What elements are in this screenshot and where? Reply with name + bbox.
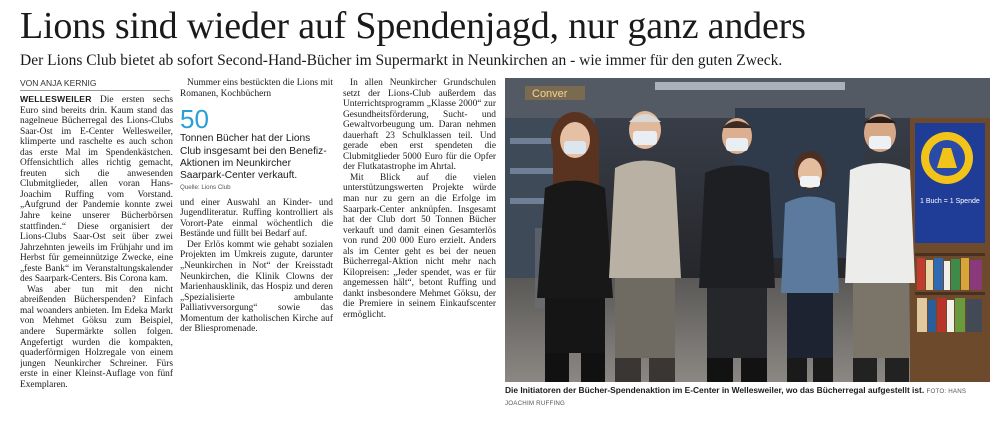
group-photo [505, 78, 990, 382]
paragraph-2: Was aber tun mit den nicht abreißenden Bücherspenden? Einfach mal woanders anbieten. Im Edeka Markt von Mehmet Göksu zum Beispiel, andere Supermärkte sollen folgen. Angefertigt wurden die kompakten, quaderförmigen Holzregale von einem jungen Neunkircher Schreiner. Fürs erste in einer Kleinst-Auflage von fünf Exemplaren. [20, 284, 173, 390]
shelf-sign-text: 1 Buch = 1 Spende [920, 198, 980, 205]
paragraph-7: Mit Blick auf die vielen unterstützungswerten Projekte würde man nur zu gern an die Erfolge im Saarpark-Center anknüpfen. Insgesamt hat der Club dort 50 Tonnen Bücher verkauft und damit einen Gesamterlös von rund 200 000 Euro erzielt. Anders als im Center geht es bei der neuen Bücherregal-Aktion nicht mehr nach Kilopreisen: „Jeder spendet, was er für angemessen hält“, betont Ruffing und dankt insbesondere Mehmet Göksu, der die Premiere in seinem Einkaufscenter ermöglicht. [343, 172, 496, 321]
photo-illustration [505, 78, 990, 382]
paragraph-3: Nummer eins bestückten die Lions mit Romanen, Kochbüchern [180, 78, 333, 99]
fact-source: Quelle: Lions Club [180, 183, 231, 191]
text-column-3 [343, 78, 496, 416]
byline: VON ANJA KERNIG [20, 78, 170, 91]
fact-text: Tonnen Bücher hat der Lions Club insgesamt bei den Benefiz-Aktionen im Neunkircher Saarpark-Center verkauft. [180, 133, 327, 182]
photo-credit: FOTO: HANS JOACHIM RUFFING [505, 388, 967, 407]
dateline: WELLESWEILER [20, 94, 92, 104]
caption-text: Die Initiatoren der Bücher-Spendenaktion im E-Center in Wellesweiler, wo das Bücherregal aufgestellt ist. [505, 385, 925, 395]
subheadline: Der Lions Club bietet ab sofort Second-Hand-Bücher im Supermarkt in Neunkirchen an - wie immer für den guten Zweck. [20, 52, 783, 69]
paragraph-4: und einer Auswahl an Kinder- und Jugendliteratur. Ruffing kontrolliert als Vorort-Pate einmal wöchentlich die Bestände und füllt bei Bedarf auf. [180, 197, 333, 240]
store-sign-text: Conver [532, 88, 568, 100]
photo-caption [505, 385, 990, 409]
paragraph-5: Der Erlös kommt wie gehabt sozialen Projekten im Umkreis zugute, darunter „Neunkirchen in Not“ der Kreisstadt Neunkirchen, die Klinik Clowns der Marienhausklinik, das Hospiz und deren „Spezialisierte ambulante Palliativversorgung“ sowie das Momentum der katholischen Kirche auf der Bliespromenade. [180, 239, 333, 335]
fact-number: 50 [180, 104, 209, 135]
paragraph-1: WELLESWEILER Die ersten sechs Euro sind bereits drin. Kaum stand das nagelneue Bücherregal des Lions-Clubs Saar-Ost im E-Center Wellesweiler, klimperte und raschelte es auch schon das erste Mal im Spendenkästchen. Offensichtlich alles richtig gemacht, freuten sich die anwesenden Clubmitglieder, allen voran Hans-Joachim Ruffing vom Vorstand. „Aufgrund der Pandemie konnte zwei Jahre keine unserer Bücherbörsen stattfinden.“ Diese organisiert der Lions-Clubs Saar-Ost seit über zwei Jahrzehnten jeweils im Frühjahr und im Herbst für gemeinnützige Zwecke, eine „feste Bank“ im Veranstaltungskalender des Saarpark-Centers. Bis Corona kam. [20, 94, 173, 285]
text-column-1 [20, 94, 173, 416]
headline: Lions sind wieder auf Spendenjagd, nur ganz anders [20, 5, 806, 47]
paragraph-6: In allen Neunkircher Grundschulen setzt der Lions-Club außerdem das Unterrichtsprogramm „Klasse 2000“ zur Gesundheitsförderung, Sucht- und Gewaltvorbeugung um. Daran nehmen dauerhaft 23 Schulklassen teil. Und gerade eben erst spendeten die Clubmitglieder 5000 Euro für die Opfer der Flutkatastrophe im Ahrtal. [343, 78, 496, 173]
fact-box [180, 105, 333, 192]
text-column-2 [180, 78, 333, 416]
